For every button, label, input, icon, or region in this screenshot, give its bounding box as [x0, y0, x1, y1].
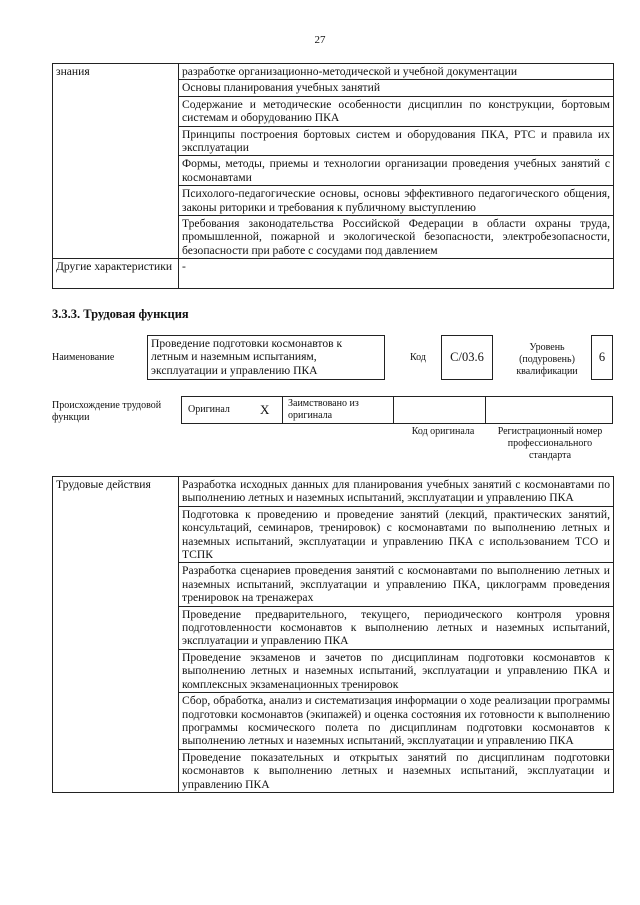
action-row: Сбор, обработка, анализ и систематизация информации о ходе реализации программы подготовки космонавтов (экипажей) и оценка состояния их готовности к выполнению программы космического полета по дисциплинам подготовки космонавтов к выполнению летных и наземных испытаний, эксплуатации и управлению ПКА [179, 693, 614, 750]
code-original-label: Код оригинала [411, 426, 475, 437]
knowledge-row: Принципы построения бортовых систем и оборудования ПКА, РТС и правила их эксплуатации [179, 126, 614, 156]
page-number: 27 [314, 34, 326, 46]
actions-table [52, 476, 614, 793]
action-row: Проведение экзаменов и зачетов по дисциплинам подготовки космонавтов к выполнению летных и наземных испытаний, эксплуатации и управлению ПКА и комплексных экзаменационных тренировок [179, 649, 614, 692]
action-row: Проведение предварительного, текущего, периодического контроля уровня подготовленности космонавтов к выполнению летных и наземных испытаний, эксплуатации и управлению ПКА [179, 606, 614, 649]
knowledge-row: Содержание и методические особенности дисциплин по конструкции, бортовым системам и оборудованию ПКА [179, 96, 614, 126]
name-label: Наименование [52, 352, 115, 363]
action-row: Разработка сценариев проведения занятий с космонавтами по выполнению летных и наземных испытаний, эксплуатации и управлению ПКА, циклограмм проведения тренировок на тренажерах [179, 563, 614, 606]
knowledge-row: Формы, методы, приемы и технологии организации проведения учебных занятий с космонавтами [179, 156, 614, 186]
actions-label: Трудовые действия [53, 477, 179, 793]
reg-number-label: Регистрационный номер профессионального стандарта [497, 426, 603, 461]
origin-label: Происхождение трудовой функции [52, 400, 162, 423]
knowledge-row: Требования законодательства Российской Федерации в области охраны труда, промышленной, пожарной и экологической безопасности, электробезопасности, безопасности при работе с сосудами под давлением [179, 216, 614, 259]
action-row: Разработка исходных данных для планирования учебных занятий с космонавтами по выполнению летных и наземных испытаний, эксплуатации и управлению ПКА [179, 477, 614, 507]
function-name-box [147, 335, 385, 380]
knowledge-row: Основы планирования учебных занятий [179, 80, 614, 96]
code-box [441, 335, 493, 380]
level-value: 6 [598, 350, 606, 364]
other-characteristics-value: - [179, 259, 614, 289]
other-characteristics-label: Другие характеристики [53, 259, 179, 289]
level-box [591, 335, 613, 380]
origin-box [181, 396, 613, 424]
action-row: Проведение показательных и открытых занятий по дисциплинам подготовки космонавтов к выполнению летных и наземных испытаний, эксплуатации и управлению ПКА [179, 749, 614, 792]
original-label: Оригинал [188, 404, 230, 415]
code-label: Код [410, 352, 426, 363]
level-label: Уровень (подуровень) квалификации [516, 342, 578, 377]
knowledge-label: знания [53, 64, 179, 259]
original-mark: X [260, 402, 270, 417]
section-heading: 3.3.3. Трудовая функция [52, 307, 189, 321]
function-name-value: Проведение подготовки космонавтов к летным и наземным испытаниям, эксплуатации и управлению ПКА [151, 337, 343, 377]
action-row: Подготовка к проведению и проведение занятий (лекций, практических занятий, консультаций, семинаров, тренировок) с космонавтами по выполнению летных и наземных испытаний, эксплуатации и управлению ПКА с использованием ТСО и ТСПК [179, 506, 614, 563]
knowledge-row: Психолого-педагогические основы, основы эффективного педагогического общения, законы риторики и требования к публичному выступлению [179, 186, 614, 216]
knowledge-row: разработке организационно-методической и учебной документации [179, 64, 614, 80]
knowledge-table [52, 63, 614, 289]
borrowed-label: Заимствовано из оригинала [288, 398, 359, 421]
code-value: С/03.6 [450, 350, 484, 364]
